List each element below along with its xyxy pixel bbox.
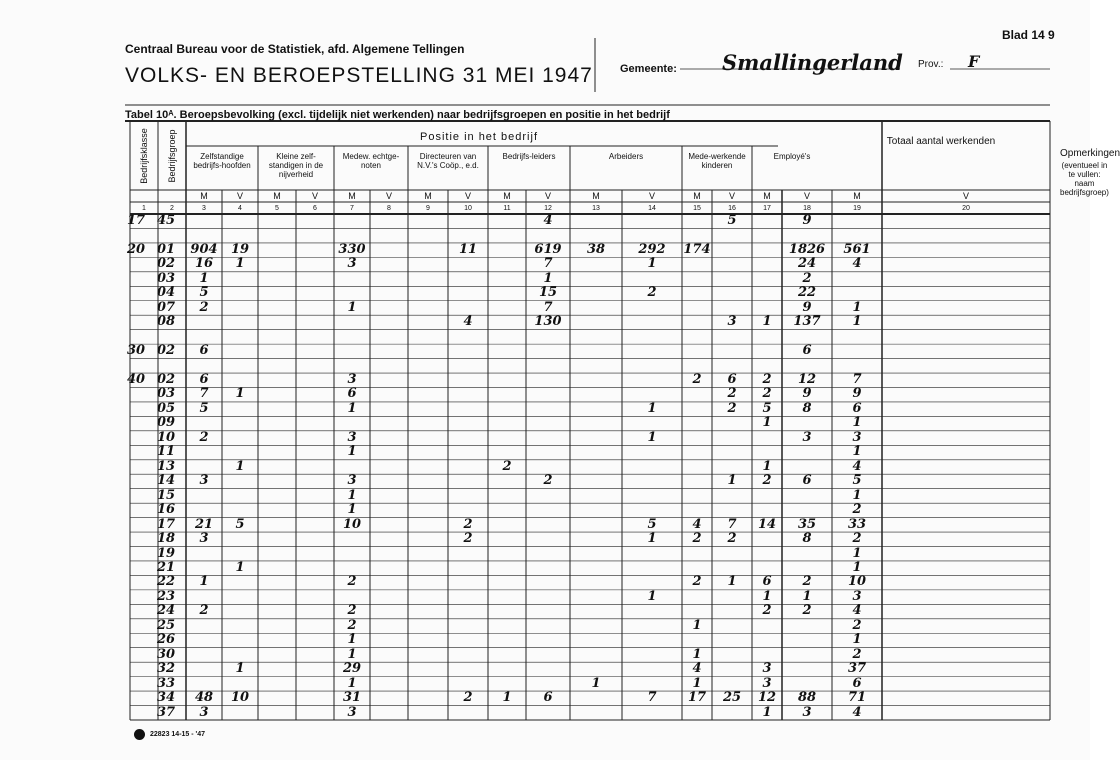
bedrijfsgroep-cell: 26 [156, 632, 176, 648]
value-cell: 3 [347, 429, 357, 445]
value-cell: 35 [797, 516, 817, 532]
mv-label: V [236, 191, 243, 201]
column-number: 20 [962, 205, 970, 212]
value-cell: 5 [199, 400, 209, 416]
value-cell: 6 [852, 400, 862, 416]
value-cell: 1 [235, 256, 245, 272]
value-cell: 1 [852, 299, 862, 315]
value-cell: 8 [802, 531, 812, 547]
value-cell: 3 [347, 704, 357, 720]
value-cell: 7 [852, 372, 862, 388]
group-header-7: Mede-werkende kinderen [688, 152, 746, 170]
value-cell: 1 [199, 574, 209, 590]
sheet-number: Blad 14 9 [1002, 28, 1055, 42]
value-cell: 1 [647, 429, 657, 445]
value-cell: 1 [647, 531, 657, 547]
column-number: 8 [387, 205, 391, 212]
column-number: 14 [648, 205, 656, 212]
value-cell: 5 [727, 213, 737, 228]
bedrijfsklasse-cell: 30 [126, 343, 146, 359]
bedrijfsgroep-cell: 07 [156, 299, 176, 315]
value-cell: 174 [683, 241, 711, 257]
value-cell: 7 [647, 690, 657, 706]
bedrijfsgroep-cell: 14 [156, 473, 176, 489]
positie-heading: Positie in het bedrijf [420, 131, 538, 143]
bedrijfsgroep-cell: 18 [156, 531, 176, 547]
value-cell: 2 [802, 574, 812, 590]
value-cell: 3 [199, 473, 209, 489]
value-cell: 1 [347, 299, 357, 315]
value-cell: 619 [534, 241, 562, 257]
value-cell: 16 [194, 256, 214, 272]
value-cell: 1 [852, 314, 862, 330]
value-cell: 2 [543, 473, 553, 489]
value-cell: 7 [727, 516, 737, 532]
mv-label: V [803, 191, 810, 201]
mv-label: V [385, 191, 392, 201]
column-number: 16 [728, 205, 736, 212]
value-cell: 1 [347, 400, 357, 416]
value-cell: 10 [847, 574, 867, 590]
value-cell: 2 [199, 603, 209, 619]
value-cell: 24 [797, 256, 817, 272]
value-cell: 1 [502, 690, 512, 706]
value-cell: 71 [847, 690, 867, 706]
column-number: 13 [592, 205, 600, 212]
value-cell: 137 [793, 314, 821, 330]
value-cell: 22 [797, 285, 817, 301]
column-number: 17 [763, 205, 771, 212]
totaal-header: Totaal aantal werkenden [886, 136, 996, 147]
value-cell: 3 [199, 531, 209, 547]
value-cell: 2 [463, 531, 473, 547]
bedrijfsgroep-cell: 15 [156, 487, 176, 503]
gemeente-value: Smallingerland [722, 50, 903, 75]
bureau-heading: Centraal Bureau voor de Statistiek, afd. Algemene Tellingen [125, 42, 465, 56]
value-cell: 3 [852, 588, 862, 604]
value-cell: 6 [802, 343, 812, 359]
mv-label: V [728, 191, 735, 201]
value-cell: 2 [692, 372, 702, 388]
bedrijfsgroep-cell: 05 [156, 400, 176, 416]
bedrijfsgroep-cell: 33 [156, 675, 176, 691]
value-cell: 5 [647, 516, 657, 532]
column-number: 10 [464, 205, 472, 212]
value-cell: 2 [727, 386, 737, 402]
value-cell: 130 [534, 314, 562, 330]
column-number: 3 [202, 205, 206, 212]
value-cell: 3 [199, 704, 209, 720]
value-cell: 1 [762, 588, 772, 604]
mv-label: V [648, 191, 655, 201]
form-title: VOLKS- EN BEROEPSTELLING 31 MEI 1947 [125, 64, 593, 87]
column-number: 12 [544, 205, 552, 212]
value-cell: 1 [692, 675, 702, 691]
value-cell: 2 [692, 574, 702, 590]
value-cell: 330 [338, 241, 366, 257]
value-cell: 2 [727, 531, 737, 547]
value-cell: 1 [347, 632, 357, 648]
value-cell: 1 [199, 270, 209, 286]
group-header-5: Bedrijfs-leiders [502, 152, 556, 161]
value-cell: 1 [543, 270, 553, 286]
value-cell: 14 [757, 516, 777, 532]
value-cell: 5 [235, 516, 245, 532]
value-cell: 2 [647, 285, 657, 301]
value-cell: 1 [727, 574, 737, 590]
value-cell: 33 [847, 516, 867, 532]
value-cell: 2 [463, 516, 473, 532]
bedrijfsgroep-cell: 02 [156, 372, 176, 388]
value-cell: 31 [342, 690, 362, 706]
value-cell: 1826 [788, 241, 826, 257]
value-cell: 15 [538, 285, 558, 301]
value-cell: 4 [852, 704, 862, 720]
value-cell: 2 [199, 429, 209, 445]
value-cell: 1 [591, 675, 601, 691]
value-cell: 1 [692, 646, 702, 662]
bedrijfsgroep-cell: 19 [156, 545, 176, 561]
column-number: 9 [426, 205, 430, 212]
value-cell: 1 [347, 646, 357, 662]
vertical-header-1: Bedrijfsklasse [139, 128, 149, 184]
value-cell: 1 [852, 632, 862, 648]
value-cell: 1 [852, 559, 862, 575]
value-cell: 6 [199, 372, 209, 388]
bedrijfsgroep-cell: 01 [156, 241, 176, 257]
value-cell: 2 [852, 617, 862, 633]
column-number: 18 [803, 205, 811, 212]
value-cell: 4 [463, 314, 473, 330]
value-cell: 6 [762, 574, 772, 590]
column-number: 15 [693, 205, 701, 212]
column-number: 1 [142, 205, 146, 212]
value-cell: 12 [757, 690, 777, 706]
mv-label: M [503, 191, 511, 201]
value-cell: 292 [638, 241, 666, 257]
value-cell: 2 [463, 690, 473, 706]
mv-label: V [311, 191, 318, 201]
value-cell: 2 [199, 299, 209, 315]
value-cell: 1 [727, 473, 737, 489]
bedrijfsgroep-cell: 10 [156, 429, 176, 445]
bedrijfsgroep-cell: 13 [156, 458, 176, 474]
value-cell: 4 [692, 661, 702, 677]
value-cell: 2 [802, 270, 812, 286]
value-cell: 561 [843, 241, 871, 257]
value-cell: 1 [235, 458, 245, 474]
bedrijfsgroep-cell: 02 [156, 256, 176, 272]
mv-label: V [464, 191, 471, 201]
group-header-6: Arbeiders [608, 152, 644, 161]
bedrijfsgroep-cell: 30 [156, 646, 176, 662]
mv-label: M [424, 191, 432, 201]
value-cell: 37 [847, 661, 867, 677]
value-cell: 10 [342, 516, 362, 532]
value-cell: 1 [347, 675, 357, 691]
mv-label: M [200, 191, 208, 201]
value-cell: 8 [802, 400, 812, 416]
bedrijfsgroep-cell: 23 [156, 588, 176, 604]
value-cell: 2 [852, 502, 862, 518]
group-header-4: Directeuren van N.V.'s Coöp., e.d. [417, 152, 479, 170]
value-cell: 29 [342, 661, 362, 677]
opmerkingen-subheader: (eventueel in te vullen: naam bedrijfsgroep) [1060, 161, 1109, 197]
value-cell: 1 [762, 415, 772, 431]
value-cell: 4 [543, 213, 553, 228]
column-number: 7 [350, 205, 354, 212]
value-cell: 1 [235, 559, 245, 575]
value-cell: 2 [852, 531, 862, 547]
vertical-header-2: Bedrijfsgroep [167, 129, 177, 183]
value-cell: 3 [802, 704, 812, 720]
group-header-1: Zelfstandige bedrijfs-hoofden [193, 152, 251, 170]
value-cell: 3 [347, 372, 357, 388]
bedrijfsgroep-cell: 37 [156, 704, 176, 720]
mv-label: M [592, 191, 600, 201]
bedrijfsgroep-cell: 03 [156, 270, 176, 286]
value-cell: 3 [802, 429, 812, 445]
value-cell: 2 [852, 646, 862, 662]
value-cell: 2 [502, 458, 512, 474]
value-cell: 2 [762, 603, 772, 619]
value-cell: 7 [199, 386, 209, 402]
value-cell: 19 [230, 241, 250, 257]
value-cell: 4 [852, 603, 862, 619]
value-cell: 6 [727, 372, 737, 388]
value-cell: 3 [762, 661, 772, 677]
value-cell: 6 [199, 343, 209, 359]
value-cell: 9 [802, 213, 812, 228]
bedrijfsgroep-cell: 03 [156, 386, 176, 402]
group-header-2: Kleine zelf-standigen in de nijverheid [268, 152, 324, 179]
value-cell: 9 [802, 299, 812, 315]
column-number: 5 [275, 205, 279, 212]
column-number: 6 [313, 205, 317, 212]
mv-label: M [273, 191, 281, 201]
value-cell: 2 [347, 603, 357, 619]
bedrijfsklasse-cell: 20 [126, 241, 146, 257]
value-cell: 1 [852, 487, 862, 503]
value-cell: 1 [647, 256, 657, 272]
value-cell: 88 [797, 690, 817, 706]
mv-label: M [763, 191, 771, 201]
value-cell: 1 [692, 617, 702, 633]
bedrijfsgroep-cell: 34 [156, 690, 176, 706]
bedrijfsgroep-cell: 45 [156, 213, 176, 228]
value-cell: 10 [230, 690, 250, 706]
value-cell: 2 [347, 617, 357, 633]
value-cell: 5 [762, 400, 772, 416]
value-cell: 3 [727, 314, 737, 330]
value-cell: 1 [347, 444, 357, 460]
bedrijfsgroep-cell: 04 [156, 285, 176, 301]
bedrijfsklasse-cell: 17 [126, 213, 146, 228]
value-cell: 7 [543, 256, 553, 272]
value-cell: 3 [852, 429, 862, 445]
opmerkingen-header: Opmerkingen [1060, 148, 1120, 159]
value-cell: 1 [762, 458, 772, 474]
column-number: 11 [503, 205, 511, 212]
bedrijfsgroep-cell: 17 [156, 516, 176, 532]
gemeente-label: Gemeente: [620, 63, 677, 75]
group-header-3: Medew. echtge-noten [342, 152, 400, 170]
bedrijfsgroep-cell: 25 [156, 617, 176, 633]
bedrijfsgroep-cell: 24 [156, 603, 176, 619]
value-cell: 5 [852, 473, 862, 489]
group-header-8: Employé's [773, 152, 811, 161]
column-number: 4 [238, 205, 242, 212]
value-cell: 3 [347, 256, 357, 272]
footer-code: 22823 14-15 - '47 [150, 731, 205, 738]
value-cell: 2 [692, 531, 702, 547]
value-cell: 6 [802, 473, 812, 489]
bedrijfsgroep-cell: 32 [156, 661, 176, 677]
value-cell: 2 [762, 386, 772, 402]
value-cell: 48 [194, 690, 214, 706]
value-cell: 11 [458, 241, 478, 257]
value-cell: 2 [802, 603, 812, 619]
value-cell: 5 [199, 285, 209, 301]
bedrijfsgroep-cell: 21 [156, 559, 176, 575]
table-caption: Tabel 10ᴬ. Beroepsbevolking (excl. tijdelijk niet werkenden) naar bedrijfsgroepen en positie in het bedrijf [125, 109, 670, 121]
value-cell: 2 [347, 574, 357, 590]
mv-label: V [962, 191, 969, 201]
value-cell: 4 [852, 458, 862, 474]
value-cell: 1 [647, 588, 657, 604]
bedrijfsgroep-cell: 16 [156, 502, 176, 518]
value-cell: 1 [762, 314, 772, 330]
value-cell: 3 [762, 675, 772, 691]
value-cell: 38 [586, 241, 606, 257]
value-cell: 6 [543, 690, 553, 706]
bedrijfsgroep-cell: 22 [156, 574, 176, 590]
bedrijfsklasse-cell: 40 [126, 372, 146, 388]
value-cell: 1 [852, 545, 862, 561]
value-cell: 2 [727, 400, 737, 416]
value-cell: 6 [347, 386, 357, 402]
value-cell: 1 [762, 704, 772, 720]
value-cell: 21 [194, 516, 214, 532]
value-cell: 9 [852, 386, 862, 402]
value-cell: 1 [802, 588, 812, 604]
mv-label: M [348, 191, 356, 201]
value-cell: 1 [347, 502, 357, 518]
value-cell: 7 [543, 299, 553, 315]
column-number: 2 [170, 205, 174, 212]
mv-label: M [853, 191, 861, 201]
bedrijfsgroep-cell: 08 [156, 314, 176, 330]
value-cell: 4 [692, 516, 702, 532]
column-number: 19 [853, 205, 861, 212]
value-cell: 9 [802, 386, 812, 402]
value-cell: 2 [762, 473, 772, 489]
bedrijfsgroep-cell: 11 [156, 444, 176, 460]
value-cell: 1 [235, 661, 245, 677]
value-cell: 25 [722, 690, 742, 706]
mv-label: M [693, 191, 701, 201]
value-cell: 3 [347, 473, 357, 489]
value-cell: 1 [647, 400, 657, 416]
value-cell: 1 [852, 415, 862, 431]
value-cell: 1 [235, 386, 245, 402]
value-cell: 12 [797, 372, 817, 388]
bedrijfsgroep-cell: 09 [156, 415, 176, 431]
bedrijfsgroep-cell: 02 [156, 343, 176, 359]
prov-label: Prov.: [918, 59, 944, 70]
value-cell: 6 [852, 675, 862, 691]
value-cell: 2 [762, 372, 772, 388]
value-cell: 904 [190, 241, 218, 257]
value-cell: 17 [687, 690, 707, 706]
mv-label: V [544, 191, 551, 201]
prov-value: F [968, 52, 980, 71]
value-cell: 1 [347, 487, 357, 503]
footer-logo [134, 729, 145, 740]
value-cell: 1 [852, 444, 862, 460]
value-cell: 4 [852, 256, 862, 272]
